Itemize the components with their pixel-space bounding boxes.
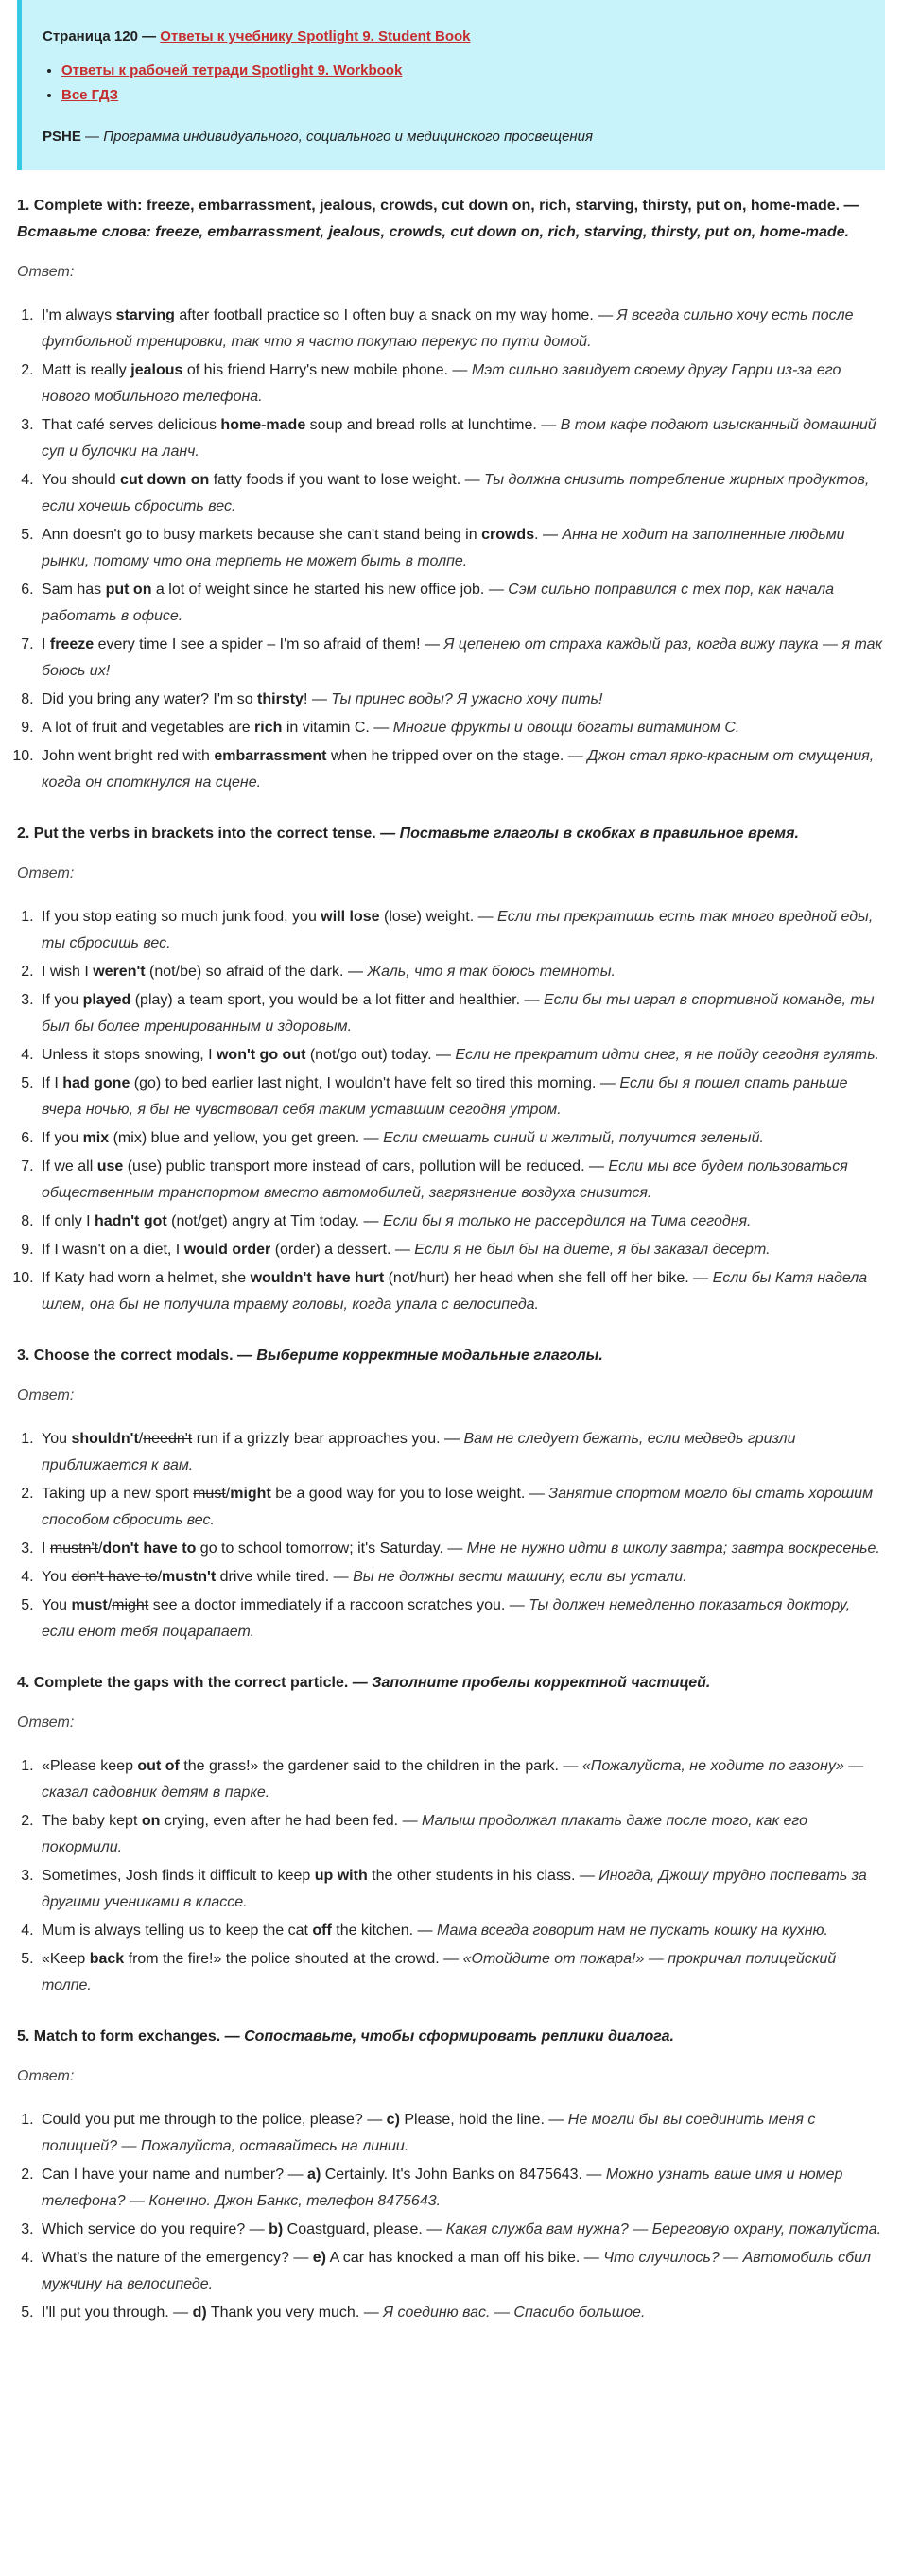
sentence-text: run if a grizzly bear approaches you. — [192,1431,464,1447]
wrong-option: might [112,1597,149,1613]
answer-item [38,1125,885,1152]
sentence-text: of his friend Harry's new mobile phone. — [182,362,472,378]
sentence-text: (use) public transport more instead of cars, pollution will be reduced. — [123,1158,609,1175]
translation: Если не прекратит идти снег, я не пойду сегодня гулять. [455,1047,879,1063]
sentence-text: I'll put you through. — [42,2305,193,2321]
sentence-text: the other students in his class. — [367,1868,599,1884]
translation: Если бы я только не рассердился на Тима сегодня. [382,1213,752,1229]
answer-key: don't have to [102,1540,197,1557]
translation: Иногда, Джошу трудно поспевать за другими учениками в классе. [42,1868,867,1910]
sentence-text: Unless it stops snowing, I [42,1047,217,1063]
sentence-text: You should [42,472,121,488]
answer-key: back [89,1951,125,1967]
answer-item [38,2217,885,2243]
task-title [17,1670,885,1697]
answer-item [38,467,885,520]
sentence-text: crying, even after he had been fed. — [160,1813,423,1829]
translation: Джон стал ярко-красным от смущения, когда он споткнулся на сцене. [42,748,875,791]
sentence-text: / [107,1597,113,1613]
answer-item [38,1070,885,1123]
sentence-text: in vitamin C. — [282,720,393,736]
answer-key: would order [183,1242,271,1258]
task-title [17,821,885,847]
answer-item [38,1593,885,1645]
sentence-text: Sam has [42,582,106,598]
translation: Многие фрукты и овощи богаты витамином С. [392,720,740,736]
task-title-en: 3. Choose the correct modals. [17,1348,234,1364]
task-section [17,193,885,796]
task-title-ru: — Вставьте слова: freeze, embarrassment, jealous, crowds, cut down on, rich, starving, thirsty, put on, home-made. [17,198,859,240]
sentence-text: see a doctor immediately if a raccoon scratches you. — [148,1597,529,1613]
answer-key: d) [192,2305,207,2321]
answer-list [17,904,885,1318]
translation: Ты должна снизить потребление жирных продуктов, если хочешь сбросить вес. [42,472,870,514]
answer-key: crowds [481,527,535,543]
wrong-option: must [193,1486,226,1502]
sentence-text: If I wasn't on a diet, I [42,1242,184,1258]
task-section [17,1670,885,1999]
wrong-option: don't have to [71,1569,158,1585]
task-section [17,2024,885,2326]
task-title-ru: — Поставьте глаголы в скобках в правильное время. [380,826,799,842]
answer-key: played [82,992,131,1008]
sentence-text: John went bright red with [42,748,215,764]
answer-label: Ответ: [17,2068,75,2084]
sentence-text: Did you bring any water? I'm so [42,691,258,707]
sentence-text: (order) a dessert. — [270,1242,415,1258]
sentence-text: Which service do you require? — [42,2221,269,2237]
translation: Можно узнать ваше имя и номер телефона? — Конечно. Джон Банкс, телефон 8475643. [42,2167,843,2209]
sentence-text: If you [42,1130,83,1146]
translation: Анна не ходит на заполненные людьми рынки, потому что она терпеть не может быть в толпе. [42,527,845,569]
answer-item [38,1265,885,1318]
answer-key: had gone [62,1075,130,1091]
sentence-text: the kitchen. — [331,1923,437,1939]
sentence-text: Mum is always telling us to keep the cat [42,1923,313,1939]
sentence-text: Can I have your name and number? — [42,2167,308,2183]
task-title-en: 2. Put the verbs in brackets into the correct tense. [17,826,376,842]
answer-list [17,1426,885,1645]
translation: Если бы ты играл в спортивной команде, ты был бы более тренированным и здоровым. [42,992,875,1035]
sentence-text: If we all [42,1158,97,1175]
answer-key: up with [314,1868,368,1884]
page-prefix: Страница 120 — [43,28,157,44]
task-title-en: 5. Match to form exchanges. [17,2028,221,2045]
answer-item [38,743,885,796]
pshe-text: Программа индивидуального, социального и медицинского просвещения [103,129,594,145]
answer-item [38,2245,885,2298]
task-section [17,821,885,1318]
answer-key: put on [105,582,152,598]
answer-label: Ответ: [17,1714,75,1731]
sentence-text: If only I [42,1213,95,1229]
translation: Я соединю вас. — Спасибо большое. [383,2305,646,2321]
answer-key: a) [307,2167,321,2183]
translation: Малыш продолжал плакать даже после того, как его покормили. [42,1813,808,1855]
answer-key: c) [386,2112,400,2128]
translation: «Пожалуйста, не ходите по газону» — сказал садовник детям в парке. [42,1758,864,1801]
answer-item [38,2107,885,2160]
answer-key: on [141,1813,161,1829]
answer-list [17,303,885,796]
answer-item [38,1209,885,1235]
answer-item [38,1918,885,1944]
answer-key: use [96,1158,124,1175]
answer-item [38,1863,885,1916]
translation: Занятие спортом могло бы стать хорошим способом сбросить вес. [42,1486,874,1528]
related-link-item [61,59,864,83]
translation: Вам не следует бежать, если медведь гризли приближается к вам. [42,1431,796,1473]
sentence-text: after football practice so I often buy a snack on my way home. — [174,307,617,323]
translation: Мэт сильно завидует своему другу Гарри из-за его нового мобильного телефона. [42,362,841,405]
answer-key: b) [269,2221,284,2237]
answer-item [38,715,885,741]
answer-item [38,1481,885,1534]
translation: Ты принес воды? Я ужасно хочу пить! [331,691,603,707]
page-reference [43,25,864,49]
sentence-text: Matt is really [42,362,131,378]
answer-item [38,1042,885,1069]
sentence-text: «Keep [42,1951,90,1967]
wrong-option: needn't [143,1431,193,1447]
sentence-text: I [42,636,50,653]
sentence-text: every time I see a spider – I'm so afraid of them! — [94,636,444,653]
answer-item [38,1946,885,1999]
answer-key: will lose [321,909,380,925]
sentence-text: be a good way for you to lose weight. — [270,1486,549,1502]
translation: Не могли бы вы соединить меня с полицией? — Пожалуйста, оставайтесь на линии. [42,2112,816,2154]
answer-key: jealous [130,362,183,378]
answer-item [38,1564,885,1591]
translation: «Отойдите от пожара!» — прокричал полицейский толпе. [42,1951,837,1993]
pshe-note [43,125,864,149]
answer-item [38,412,885,465]
translation: Мама всегда говорит нам не пускать кошку на кухню. [436,1923,828,1939]
task-title-ru: — Заполните пробелы корректной частицей. [352,1675,711,1691]
translation: Если я не был бы на диете, я бы заказал десерт. [414,1242,771,1258]
answer-key: shouldn't [71,1431,139,1447]
answer-item [38,1237,885,1263]
sentence-text: the grass!» the gardener said to the children in the park. — [179,1758,582,1774]
task-title-en: 4. Complete the gaps with the correct particle. [17,1675,349,1691]
related-links [43,59,864,108]
answer-key: might [230,1486,271,1502]
sentence-text: Ann doesn't go to busy markets because she can't stand being in [42,527,482,543]
answer-key: embarrassment [214,748,327,764]
answer-item [38,577,885,630]
answer-key: home-made [220,417,306,433]
sentence-text: (mix) blue and yellow, you get green. — [109,1130,384,1146]
info-box [17,0,885,170]
sentence-text: . — [534,527,563,543]
answer-item [38,2162,885,2215]
translation: Если бы я пошел спать раньше вчера ночью, я бы не чувствовал себя таким уставшим сегодня утром. [42,1075,848,1118]
answer-label: Ответ: [17,1387,75,1403]
sentence-text: A car has knocked a man off his bike. — [326,2250,604,2266]
sentence-text: You [42,1431,72,1447]
answer-label: Ответ: [17,264,75,280]
answer-key: e) [312,2250,326,2266]
answer-item [38,1426,885,1479]
sentence-text: (play) a team sport, you would be a lot fitter and healthier. — [130,992,544,1008]
task-title-en: 1. Complete with: freeze, embarrassment, jealous, crowds, cut down on, rich, starving, thirsty, put on, home-made. [17,198,841,214]
answer-item [38,904,885,957]
sentence-text: a lot of weight since he started his new office job. — [151,582,509,598]
answer-key: weren't [93,964,146,980]
sentence-text: I'm always [42,307,116,323]
answer-key: mustn't [162,1569,217,1585]
answer-item [38,1536,885,1562]
sentence-text: Taking up a new sport [42,1486,194,1502]
pshe-sep: — [80,129,104,145]
answer-key: thirsty [257,691,304,707]
translation: Если смешать синий и желтый, получится зеленый. [383,1130,764,1146]
sentence-text: / [225,1486,231,1502]
sentence-text: A lot of fruit and vegetables are [42,720,255,736]
sentence-text: soup and bread rolls at lunchtime. — [305,417,561,433]
sentence-text: when he tripped over on the stage. — [326,748,588,764]
answer-key: starving [115,307,175,323]
all-gdz-link[interactable]: Все ГДЗ [61,87,119,103]
task-title-ru: — Сопоставьте, чтобы сформировать реплики диалога. [224,2028,674,2045]
answer-key: freeze [49,636,95,653]
answer-item [38,357,885,410]
sentence-text: Coastguard, please. — [283,2221,446,2237]
translation: Я всегда сильно хочу есть после футбольной тренировки, так что я часто покупаю перекус по пути домой. [42,307,854,350]
sentence-text: fatty foods if you want to lose weight. — [209,472,485,488]
sentence-text: Certainly. It's John Banks on 8475643. — [321,2167,606,2183]
sentence-text: If Katy had worn a helmet, she [42,1270,251,1286]
sentence-text: (not/go out) today. — [305,1047,456,1063]
task-section [17,1343,885,1645]
translation: Если мы все будем пользоваться общественным транспортом вместо автомобилей, загрязнение воздуха снизится. [42,1158,848,1201]
answer-list [17,2107,885,2326]
answer-item [38,1753,885,1806]
sentence-text: I [42,1540,50,1557]
sentence-text: / [97,1540,103,1557]
answer-item [38,303,885,356]
sentence-text: If I [42,1075,63,1091]
answer-key: won't go out [216,1047,306,1063]
sentence-text: The baby kept [42,1813,142,1829]
sentence-text: That café serves delicious [42,417,221,433]
translation: Жаль, что я так боюсь темноты. [367,964,616,980]
student-book-link[interactable]: Ответы к учебнику Spotlight 9. Student Book [160,28,471,44]
sentence-text: drive while tired. — [216,1569,354,1585]
translation: Что случилось? — Автомобиль сбил мужчину на велосипеде. [42,2250,872,2292]
answer-item [38,632,885,685]
answer-item [38,987,885,1040]
sentence-text: / [157,1569,163,1585]
task-title-ru: — Выберите корректные модальные глаголы. [236,1348,603,1364]
wrong-option: mustn't [49,1540,98,1557]
answer-key: must [71,1597,108,1613]
tasks-container [17,193,885,2326]
sentence-text: go to school tomorrow; it's Saturday. — [196,1540,467,1557]
answer-item [38,959,885,985]
answer-key: wouldn't have hurt [250,1270,385,1286]
answer-item [38,522,885,575]
sentence-text: (not/get) angry at Tim today. — [166,1213,383,1229]
translation: Я цепенею от страха каждый раз, когда вижу паука — я так боюсь их! [42,636,883,679]
answer-item [38,2300,885,2326]
workbook-link[interactable]: Ответы к рабочей тетради Spotlight 9. Workbook [61,62,403,78]
sentence-text: If you stop eating so much junk food, you [42,909,321,925]
answer-list [17,1753,885,1999]
answer-item [38,687,885,713]
sentence-text: You [42,1597,72,1613]
answer-item [38,1154,885,1207]
sentence-text: I wish I [42,964,94,980]
sentence-text: / [138,1431,144,1447]
sentence-text: (go) to bed earlier last night, I wouldn't have felt so tired this morning. — [130,1075,620,1091]
sentence-text: (lose) weight. — [379,909,498,925]
answer-key: rich [254,720,283,736]
sentence-text: What's the nature of the emergency? — [42,2250,313,2266]
sentence-text: Thank you very much. — [206,2305,384,2321]
sentence-text: «Please keep [42,1758,138,1774]
task-title [17,2024,885,2050]
translation: Если бы Катя надела шлем, она бы не получила травму головы, когда упала с велосипеда. [42,1270,868,1313]
translation: Если ты прекратишь есть так много вредной еды, ты сбросишь вес. [42,909,874,951]
task-title [17,1343,885,1369]
answer-key: hadn't got [95,1213,167,1229]
answer-key: cut down on [120,472,210,488]
sentence-text: Please, hold the line. — [399,2112,568,2128]
sentence-text: Sometimes, Josh finds it difficult to keep [42,1868,315,1884]
pshe-abbr: PSHE [43,129,81,145]
answer-label: Ответ: [17,865,75,881]
translation: В том кафе подают изысканный домашний суп и булочки на ланч. [42,417,876,460]
sentence-text: If you [42,992,83,1008]
translation: Ты должен немедленно показаться доктору, если енот тебя поцарапает. [42,1597,851,1640]
task-title [17,193,885,246]
translation: Мне не нужно идти в школу завтра; завтра воскресенье. [466,1540,880,1557]
translation: Какая служба вам нужна? — Береговую охрану, пожалуйста. [445,2221,882,2237]
answer-key: mix [82,1130,110,1146]
answer-key: out of [137,1758,180,1774]
related-link-item [61,83,864,108]
sentence-text: ! — [303,691,332,707]
sentence-text: (not/hurt) her head when she fell off her bike. — [384,1270,713,1286]
sentence-text: You [42,1569,72,1585]
translation: Вы не должны вести машину, если вы устали. [353,1569,687,1585]
sentence-text: (not/be) so afraid of the dark. — [145,964,368,980]
translation: Сэм сильно поправился с тех пор, как начала работать в офисе. [42,582,835,624]
sentence-text: from the fire!» the police shouted at the crowd. — [124,1951,463,1967]
answer-key: off [312,1923,332,1939]
answer-item [38,1808,885,1861]
sentence-text: Could you put me through to the police, please? — [42,2112,387,2128]
